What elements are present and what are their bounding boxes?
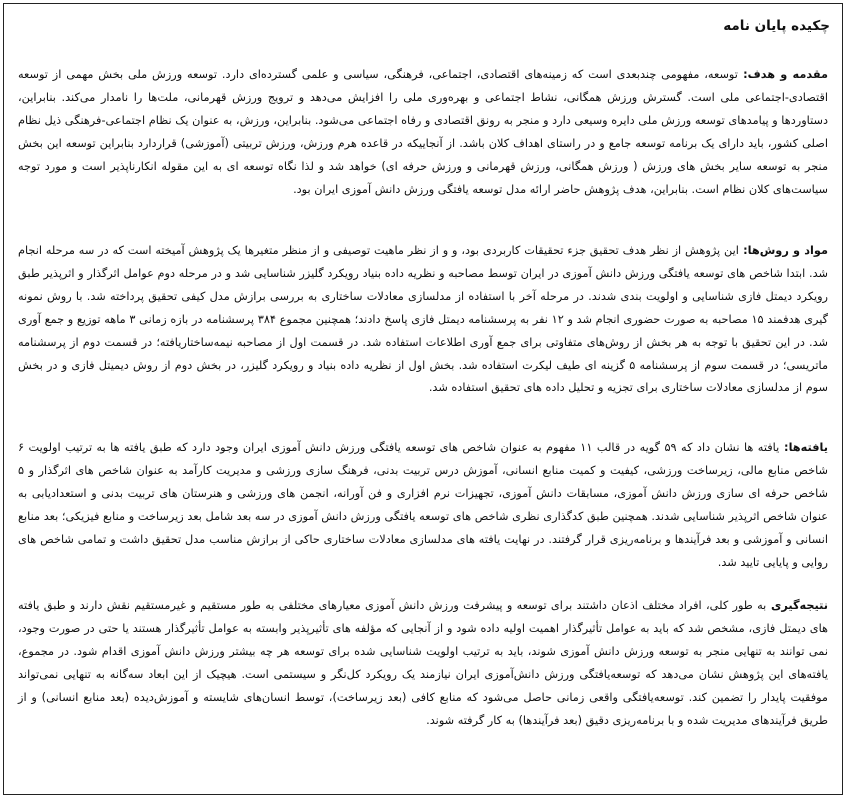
section-heading: یافته‌ها:: [779, 441, 828, 454]
section-body: توسعه، مفهومی چندبعدی است که زمینه‌های اقتصادی، اجتماعی، فرهنگی، سیاسی و علمی گسترده‌ای دارد. توسعه ورزش ملی بخش مهمی از توسعه اقتصادی-اجتماعی ملی است. گسترش ورزش همگانی، نشاط اجتماعی و بهره‌وری ملی را افزایش می‌دهد و ترویج ورزش قهرمانی، ملت‌ها را نامدار می‌کند. بنابراین، دستاوردها و پیامدهای توسعه ورزش ملی دایره وسیعی دارد و منجر به رونق اقتصادی و رفاه اجتماعی می‌شود. بنابراین، ورزش، به عنوان یک نظام اجتماعی-فرهنگی ذیل نظام اصلی کشور، باید دارای یک برنامه توسعه جامع و در راستای اهداف کلان باشد. از آنجاییکه در قاعده هرم ورزش، ورزش تربیتی (آموزشی) قراردارد بنابراین توسعه این بخش منجر به توسعه سایر بخش های ورزش ( ورزش همگانی، ورزش قهرمانی و ورزش حرفه ای) خواهد شد و لذا نگاه توسعه ای به این مقوله انکارناپذیر است و مورد توجه سیاست‌های کلان نظام است. بنابراین، هدف پژوهش حاضر ارائه مدل توسعه یافتگی ورزش دانش آموزی ایران بود.: [18, 68, 828, 196]
section-heading: نتیجه‌گیری: [766, 599, 829, 612]
section-introduction: [18, 64, 828, 201]
abstract-box: [3, 3, 843, 795]
section-heading: مقدمه و هدف:: [737, 68, 828, 81]
section-body: یافته ها نشان داد که ۵۹ گویه در قالب ۱۱ مفهوم به عنوان شاخص های توسعه یافتگی ورزش دانش آموزی ایران وجود دارد که طبق یافته ها به ترتیب اولویت ۶ شاخص منابع مالی، زیرساخت ورزشی، کیفیت و کمیت منابع انسانی، آموزش درس تربیت بدنی، فرهنگ سازی ورزشی و مدیریت کارآمد به عنوان شاخص های اثرگذار و ۵ شاخص حرفه ای سازی ورزش دانش آموزی، مسابقات دانش آموزی، تجهیزات نرم افزاری و فن آورانه، انجمن های ورزشی و هنرستان های تربیت بدنی و استعدادیابی به عنوان شاخص اثرپذیر شناسایی شدند. همچنین طبق کدگذاری نظری شاخص های توسعه یافتگی ورزش دانش آموزی در سه بعد شامل بعد زیرساخت و منابع فیزیکی؛ بعد منابع انسانی و آموزشی و بعد فرآیندها و برنامه‌ریزی قرار گرفتند. در نهایت یافته های مدلسازی معادلات ساختاری حاکی از برازش مناسب مدل تحقیق داشت و تمامی شاخص های روایی و پایایی تایید شد.: [18, 441, 828, 569]
section-body: این پژوهش از نظر هدف تحقیق جزء تحقیقات کاربردی بود، و و از نظر ماهیت توصیفی و از منظر متغیرها یک پژوهش آمیخته است که در سه مرحله انجام شد. ابتدا شاخص های توسعه یافتگی ورزش دانش آموزی در ایران توسط مصاحبه و نظریه داده بنیاد رویکرد گلیزر شناسایی شد و در مرحله دوم عوامل اثرگذار و اثرپذیر طبق رویکرد دیمتل فازی شناسایی و اولویت بندی شدند. در مرحله آخر با استفاده از مدلسازی معادلات ساختاری به بررسی برازش مدل کیفی تحقیق پرداخته شد. با روش نمونه گیری هدفمند ۱۵ مصاحبه به صورت حضوری انجام شد و ۱۲ نفر به پرسشنامه دیمتل فازی پاسخ دادند؛ همچنین مجموع ۳۸۴ پرسشنامه در بازه زمانی ۳ ماهه توزیع و جمع آوری شد. در این تحقیق با توجه به هر بخش از روش‌های متفاوتی برای جمع آوری اطلاعات استفاده شد. در قسمت اول از مصاحبه نیمه‌ساختاریافته؛ در قسمت دوم از پرسشنامه ماتریسی؛ در قسمت سوم از پرسشنامه ۵ گزینه ای طیف لیکرت استفاده شد. بخش اول از نظریه داده بنیاد و رویکرد گلیزر، در بخش دوم از روش دیمیتل فازی و در بخش سوم از مدلسازی معادلات ساختاری برای تجزیه و تحلیل داده های تحقیق استفاده شد.: [18, 244, 829, 395]
section-heading: مواد و روش‌ها:: [738, 244, 828, 257]
page-title: چکیده پایان نامه: [723, 18, 830, 34]
section-body: به طور کلی، افراد مختلف اذعان داشتند برای توسعه و پیشرفت ورزش دانش آموزی معیارهای مختلفی به طور مستقیم و غیرمستقیم نقش دارند و طبق یافته های دیمتل فازی، مشخص شد که باید به عوامل تأثیرگذار اهمیت اولیه داده شود و از آنجایی که مؤلفه های تأثیرپذیر وابسته به عوامل تأثیرگذار هستند یا حتی در صورت وجود، نمی توانند به تنهایی منجر به توسعه ورزش دانش آموزی شوند، باید به ترتیب اولویت شناسایی شده برای توسعه هر چه بیشتر ورزش دانش آموزی اقدام شود. در مجموع، یافته‌های این پژوهش نشان می‌دهد که توسعه‌یافتگی ورزش دانش‌آموزی ایران نیازمند یک رویکرد کل‌نگر و سیستمی است. هیچیک از این ابعاد سه‌گانه به تنهایی نمی‌تواند موفقیت پایدار را تضمین کند. توسعه‌یافتگی واقعی زمانی حاصل می‌شود که منابع کافی (بعد زیرساخت)، توسط انسان‌های شایسته و آموزش‌دیده (بعد منابع انسانی) و از طریق فرآیندهای مدیریت شده و با برنامه‌ریزی دقیق (بعد فرآیندها) به کار گرفته شوند.: [18, 599, 828, 727]
section-conclusion: [18, 595, 828, 732]
section-methods: [18, 240, 828, 400]
section-findings: [18, 437, 828, 574]
